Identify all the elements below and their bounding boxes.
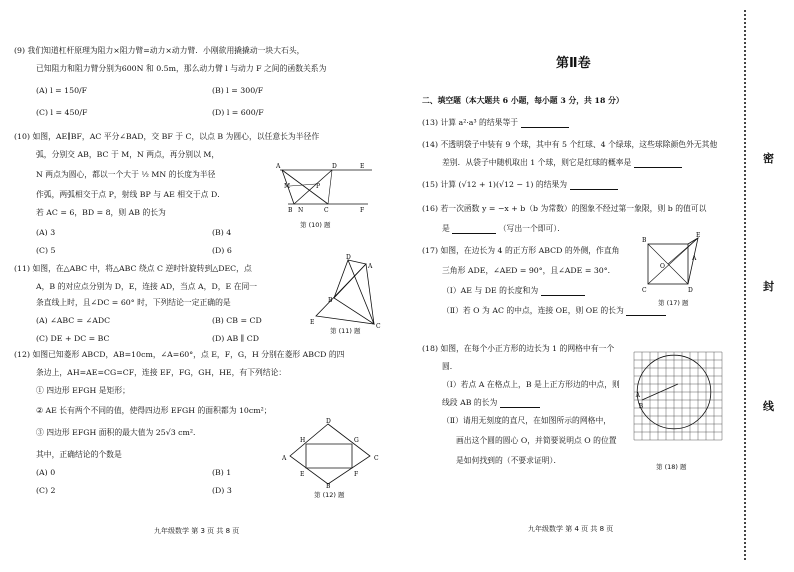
q18-part-1-blank[interactable] — [500, 399, 540, 408]
q13-answer-blank[interactable] — [521, 119, 569, 128]
q15-stem: (15) 计算 (√12 + 1)(√12 − 1) 的结果为 — [422, 180, 568, 189]
q10-option-c: (C) 5 — [36, 246, 56, 255]
svg-text:A: A — [276, 163, 281, 170]
q10-line5: 若 AC = 6，BD = 8，则 AB 的长为 — [36, 208, 166, 217]
q18-line2: 圆． — [442, 362, 458, 371]
q11-figure — [308, 254, 384, 330]
q14-line1: (14) 不透明袋子中装有 9 个球，其中有 5 个红球、4 个绿球，这些球除颜色外无其他 — [422, 140, 718, 149]
q18-line1: (18) 如图，在每个小正方形的边长为 1 的网格中有一个 — [422, 344, 615, 353]
q11-option-d: (D) AB ∥ CD — [212, 334, 259, 343]
section-heading: 二、填空题（本大题共 6 小题，每小题 3 分，共 18 分） — [422, 96, 624, 105]
svg-text:D: D — [332, 163, 337, 170]
q14-answer-blank[interactable] — [634, 159, 682, 168]
svg-text:B: B — [328, 297, 333, 304]
section-title: 第Ⅱ卷 — [556, 56, 591, 71]
q12-statement-1: ① 四边形 EFGH 是矩形； — [36, 386, 130, 395]
q9-option-a: (A) l = 150/F — [36, 86, 88, 95]
left-page — [14, 0, 394, 560]
svg-text:C: C — [376, 323, 381, 330]
q10-figure — [276, 160, 376, 218]
q18-line7: 是如何找到的（不要求证明）． — [456, 456, 562, 465]
q16-line2 — [442, 224, 565, 234]
q18-line4 — [442, 398, 540, 408]
svg-text:C: C — [642, 287, 647, 294]
q9-option-c: (C) l = 450/F — [36, 108, 88, 117]
q17-part-2-stem: （Ⅱ）若 O 为 AC 的中点，连接 OE，则 OE 的长为 — [442, 306, 624, 315]
q13-text — [422, 118, 569, 128]
binding-dotted-line — [744, 10, 746, 560]
svg-text:F: F — [354, 471, 359, 478]
point-label: A — [635, 391, 640, 399]
q10-line2: 弧，分别交 AB，BC 于 M，N 两点，再分别以 M， — [36, 150, 220, 159]
q11-line1: (11) 如图，在△ABC 中，将△ABC 绕点 C 逆时针旋转到△DEC，点 — [14, 264, 252, 273]
q11-caption: 第 (11) 题 — [330, 327, 361, 335]
q10-line3: N 两点为圆心，都以一个大于 ½ MN 的长度为半径 — [36, 170, 216, 179]
svg-text:B: B — [288, 207, 293, 214]
q12-caption: 第 (12) 题 — [314, 491, 345, 499]
seal-label-feng: 封 — [763, 280, 774, 293]
q18-line5: （Ⅱ）请用无刻度的直尺，在如图所示的网格中， — [442, 416, 612, 425]
svg-text:A: A — [368, 263, 373, 270]
left-page-footer: 九年级数学 第 3 页 共 8 页 — [154, 527, 240, 535]
q16-hint: （写出一个即可）． — [498, 224, 566, 233]
q11-line3: 条直线上时，且∠DC = 60° 时，下列结论一定正确的是 — [36, 298, 231, 307]
q15-text — [422, 180, 618, 190]
q17-line1: (17) 如图，在边长为 4 的正方形 ABCD 的外侧，作直角 — [422, 246, 620, 255]
svg-text:N: N — [298, 207, 304, 214]
point-label: B — [638, 403, 644, 410]
q11-option-c: (C) DE + DC = BC — [36, 334, 110, 343]
q12-option-c: (C) 2 — [36, 486, 56, 495]
q9-line1: (9) 我们知道杠杆原理为阻力×阻力臂=动力×动力臂．小刚欲用撬撬动一块大石头， — [14, 46, 305, 55]
svg-text:D: D — [326, 418, 331, 425]
svg-text:P: P — [316, 183, 321, 190]
q12-statement-2: ② AE 长有两个不同的值，使得四边形 EFGH 的面积都为 10cm²； — [36, 406, 272, 415]
q11-option-a: (A) ∠ABC = ∠ADC — [36, 316, 111, 325]
q11-option-b: (B) CB = CD — [212, 316, 262, 325]
q15-answer-blank[interactable] — [570, 181, 618, 190]
q13-stem: (13) 计算 a²·a³ 的结果等于 — [422, 118, 519, 127]
q16-line1: (16) 若一次函数 y = −x + b（b 为常数）的图象不经过第一象限，则 b 的值可以 — [422, 204, 707, 213]
q18-line6: 画出这个圆的圆心 O，并简要说明点 O 的位置 — [456, 436, 617, 445]
q9-option-b: (B) l = 300/F — [212, 86, 264, 95]
q10-caption: 第 (10) 题 — [300, 221, 331, 229]
svg-text:M: M — [284, 183, 291, 190]
svg-text:O: O — [660, 263, 665, 270]
svg-text:E: E — [300, 471, 305, 478]
q17-line2: 三角形 ADE，∠AED = 90°，且∠ADE = 30°． — [442, 266, 616, 275]
q12-line2: 条边上，AH=AE=CG=CF，连接 EF，FG，GH，HE，有下列结论： — [36, 368, 287, 377]
svg-text:H: H — [300, 437, 306, 444]
q12-option-a: (A) 0 — [36, 468, 56, 477]
svg-text:A: A — [282, 455, 287, 462]
svg-text:E: E — [696, 232, 701, 239]
seal-label-mi: 密 — [763, 152, 774, 165]
right-page-footer: 九年级数学 第 4 页 共 8 页 — [528, 525, 614, 533]
q17-part-1-stem: （Ⅰ）AE 与 DE 的长度和为 — [442, 286, 539, 295]
svg-text:E: E — [310, 319, 315, 326]
q10-line1: (10) 如图，AE∥BF，AC 平分∠BAD，交 BF 于 C，以点 B 为圆心，以任意长为半径作 — [14, 132, 320, 141]
q18-line3: （Ⅰ）若点 A 在格点上，B 是上正方形边的中点，则 — [442, 380, 620, 389]
svg-text:E: E — [360, 163, 365, 170]
q18-grid-figure — [630, 348, 726, 458]
q17-caption: 第 (17) 题 — [658, 299, 689, 307]
q10-option-b: (B) 4 — [212, 228, 232, 237]
right-page — [408, 0, 788, 560]
q14-line2 — [442, 158, 682, 168]
q17-figure — [640, 232, 706, 298]
q9-option-d: (D) l = 600/F — [212, 108, 264, 117]
svg-text:D: D — [346, 254, 351, 261]
svg-text:D: D — [688, 287, 693, 294]
q18-part-1-stem: 线段 AB 的长为 — [442, 398, 498, 407]
q12-figure — [282, 418, 382, 488]
q12-line1: (12) 如图已知菱形 ABCD，AB=10cm，∠A=60°，点 E，F，G，H 分别在菱形 ABCD 的四 — [14, 350, 345, 359]
q18-caption: 第 (18) 题 — [656, 463, 687, 471]
svg-text:B: B — [642, 237, 647, 244]
svg-text:A: A — [692, 255, 697, 262]
q10-option-a: (A) 3 — [36, 228, 56, 237]
q12-statement-3: ③ 四边形 EFGH 面积的最大值为 25√3 cm²． — [36, 428, 201, 437]
q9-line2: 已知阻力和阻力臂分别为600N 和 0.5m，那么动力臂 l 与动力 F 之间的函数关系为 — [36, 64, 327, 73]
svg-text:C: C — [324, 207, 329, 214]
q16-answer-blank[interactable] — [452, 225, 496, 234]
seal-label-xian: 线 — [763, 400, 774, 413]
q11-line2: A，B 的对应点分别为 D，E，连接 AD，当点 A，D，E 在同一 — [36, 282, 258, 291]
svg-text:F: F — [360, 207, 365, 214]
q12-option-d: (D) 3 — [212, 486, 232, 495]
q16-stem: 是 — [442, 224, 450, 233]
q17-part-2 — [442, 306, 666, 316]
svg-text:B: B — [326, 483, 331, 488]
q17-part-1 — [442, 286, 585, 296]
q17-part-2-blank[interactable] — [626, 307, 666, 316]
q14-stem: 差别．从袋子中随机取出 1 个球，则它是红球的概率是 — [442, 158, 632, 167]
q17-part-1-blank[interactable] — [541, 287, 585, 296]
q10-option-d: (D) 6 — [212, 246, 232, 255]
q10-line4: 作弧，两弧相交于点 P，射线 BP 与 AE 相交于点 D． — [36, 190, 226, 199]
q12-option-b: (B) 1 — [212, 468, 232, 477]
q12-line3: 其中，正确结论的个数是 — [36, 450, 122, 459]
svg-text:G: G — [354, 437, 359, 444]
svg-text:C: C — [374, 455, 379, 462]
